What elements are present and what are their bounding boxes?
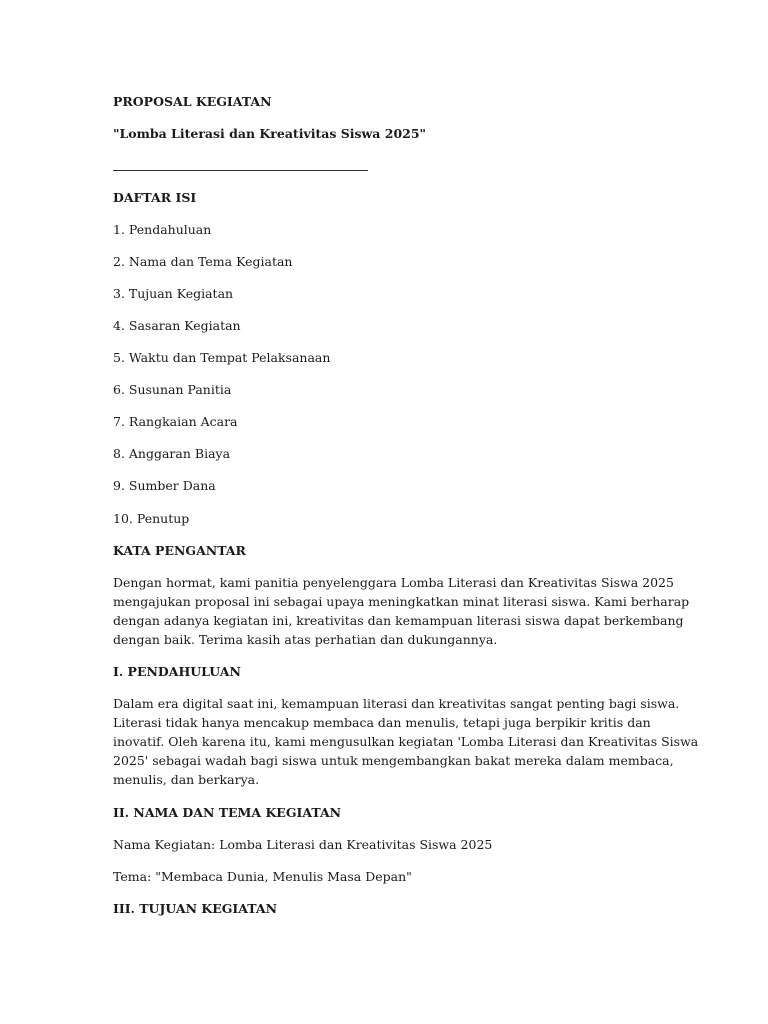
horizontal-divider bbox=[113, 170, 368, 171]
paragraph-line: mengajukan proposal ini sebagai upaya meningkatkan minat literasi siswa. Kami berharap bbox=[113, 594, 690, 609]
section-title-tujuan: III. TUJUAN KEGIATAN bbox=[113, 901, 278, 916]
document-heading: PROPOSAL KEGIATAN bbox=[113, 94, 272, 109]
toc-item: 9. Sumber Dana bbox=[113, 478, 216, 493]
activity-theme: Tema: "Membaca Dunia, Menulis Masa Depan" bbox=[113, 869, 412, 884]
toc-item: 4. Sasaran Kegiatan bbox=[113, 318, 241, 333]
paragraph-line: Dalam era digital saat ini, kemampuan literasi dan kreativitas sangat penting bagi siswa. bbox=[113, 696, 680, 711]
toc-item: 6. Susunan Panitia bbox=[113, 382, 232, 397]
section-title-pendahuluan: I. PENDAHULUAN bbox=[113, 664, 241, 679]
toc-item: 2. Nama dan Tema Kegiatan bbox=[113, 254, 293, 269]
section-title-kata-pengantar: KATA PENGANTAR bbox=[113, 543, 246, 558]
paragraph-line: 2025' sebagai wadah bagi siswa untuk mengembangkan bakat mereka dalam membaca, bbox=[113, 753, 674, 768]
toc-item: 7. Rangkaian Acara bbox=[113, 414, 238, 429]
paragraph-line: Literasi tidak hanya mencakup membaca dan menulis, tetapi juga berpikir kritis dan bbox=[113, 715, 651, 730]
toc-title: DAFTAR ISI bbox=[113, 190, 197, 205]
activity-name: Nama Kegiatan: Lomba Literasi dan Kreativitas Siswa 2025 bbox=[113, 837, 493, 852]
paragraph-line: menulis, dan berkarya. bbox=[113, 772, 260, 787]
paragraph-line: dengan adanya kegiatan ini, kreativitas dan kemampuan literasi siswa dapat berkembang bbox=[113, 613, 684, 628]
document-subtitle: "Lomba Literasi dan Kreativitas Siswa 2025" bbox=[113, 126, 427, 141]
toc-item: 5. Waktu dan Tempat Pelaksanaan bbox=[113, 350, 331, 365]
paragraph-line: dengan baik. Terima kasih atas perhatian dan dukungannya. bbox=[113, 632, 498, 647]
toc-item: 8. Anggaran Biaya bbox=[113, 446, 231, 461]
paragraph-line: Dengan hormat, kami panitia penyelenggara Lomba Literasi dan Kreativitas Siswa 2025 bbox=[113, 575, 674, 590]
toc-item: 10. Penutup bbox=[113, 511, 190, 526]
toc-item: 1. Pendahuluan bbox=[113, 222, 212, 237]
paragraph-line: inovatif. Oleh karena itu, kami mengusulkan kegiatan 'Lomba Literasi dan Kreativitas Siswa bbox=[113, 734, 699, 749]
section-title-nama-tema: II. NAMA DAN TEMA KEGIATAN bbox=[113, 805, 342, 820]
toc-item: 3. Tujuan Kegiatan bbox=[113, 286, 234, 301]
